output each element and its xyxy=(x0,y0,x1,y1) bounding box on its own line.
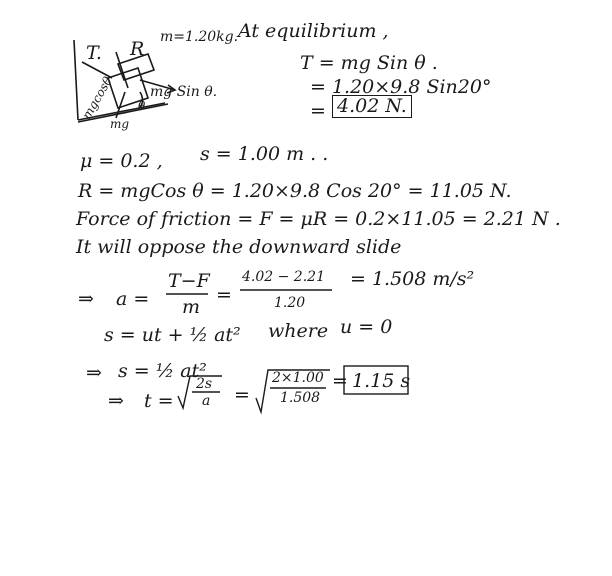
kinematics-where: where xyxy=(268,320,329,342)
mg-label: mg xyxy=(110,117,130,131)
equilibrium-line2: = 1.20×9.8 Sin20° xyxy=(310,76,492,98)
tension-label: T. xyxy=(86,42,102,64)
accel-frac1-den: m xyxy=(182,296,201,318)
final-result: 1.15 s xyxy=(352,370,411,392)
reaction-line: R = mgCos θ = 1.20×9.8 Cos 20° = 11.05 N. xyxy=(78,180,512,202)
mgcos-label: mgcosθ xyxy=(79,74,115,122)
accel-result: = 1.508 m/s² xyxy=(350,268,475,290)
friction-force-line: Force of friction = F = μR = 0.2×11.05 = 2.21 N . xyxy=(76,208,561,230)
distance-line: s = 1.00 m . . xyxy=(200,143,329,165)
sqrt1-den: a xyxy=(202,393,211,409)
accel-lhs: a = xyxy=(116,288,150,310)
kinematics-u-zero: u = 0 xyxy=(340,316,393,338)
accel-eq: = xyxy=(216,284,232,306)
accel-frac2-den: 1.20 xyxy=(274,295,306,311)
time-lhs: t = xyxy=(144,390,174,412)
kinematics-eq2: s = ½ at² xyxy=(118,360,207,382)
equilibrium-line1: T = mg Sin θ . xyxy=(300,52,438,74)
equilibrium-result: 4.02 N. xyxy=(332,95,412,118)
sqrt2-den: 1.508 xyxy=(280,390,321,406)
equilibrium-eq: = xyxy=(310,100,326,122)
sqrt1-num: 2s xyxy=(196,376,213,392)
arrow-2: ⇒ xyxy=(86,362,102,384)
sqrt2-num: 2×1.00 xyxy=(272,370,324,386)
accel-frac2-num: 4.02 − 2.21 xyxy=(242,269,325,285)
time-eq: = xyxy=(234,384,250,406)
oppose-line: It will oppose the downward slide xyxy=(76,236,402,258)
mass-label: m=1.20kg. xyxy=(160,29,239,45)
kinematics-eq1: s = ut + ½ at² xyxy=(104,324,241,346)
mu-line: μ = 0.2 , xyxy=(80,150,163,172)
final-eq: = xyxy=(332,370,348,392)
theta-label: θ xyxy=(138,99,146,113)
arrow-3: ⇒ xyxy=(108,390,124,412)
reaction-label: R xyxy=(130,38,145,60)
mgsin-label: mg Sin θ. xyxy=(150,84,218,100)
accel-frac1-num: T−F xyxy=(168,270,210,292)
arrow-1: ⇒ xyxy=(78,288,94,310)
equilibrium-heading: At equilibrium , xyxy=(238,20,389,42)
